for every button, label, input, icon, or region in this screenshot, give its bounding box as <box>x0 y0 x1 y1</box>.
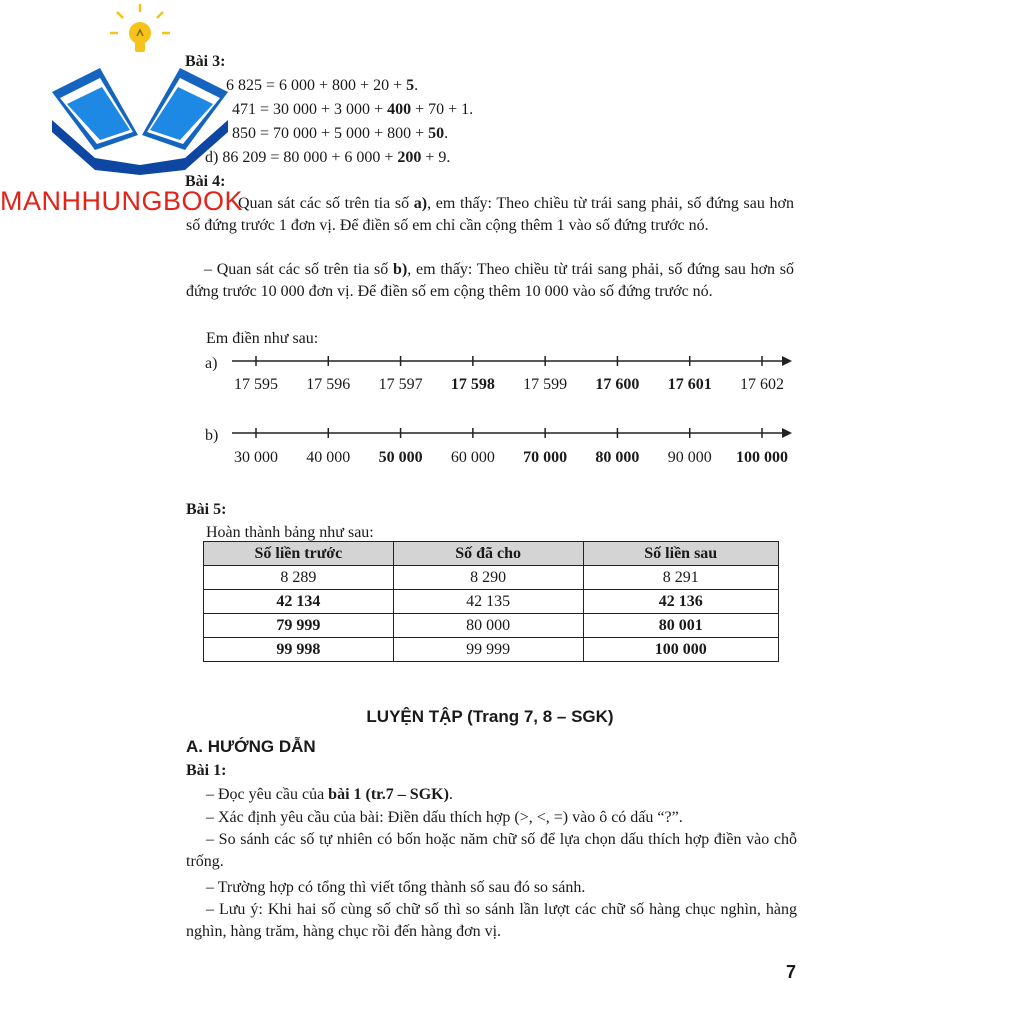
bai1-step-3: – So sánh các số tự nhiên có bốn hoặc năm chữ số để lựa chọn dấu thích hợp điền vào chỗ trống. <box>186 831 797 870</box>
table-row <box>204 566 779 590</box>
bai1-step-2: – Xác định yêu cầu của bài: Điền dấu thích hợp (>, <, =) vào ô có dấu “?”. <box>206 809 683 826</box>
table-header-cell: Số đã cho <box>393 542 583 566</box>
bai5-title: Bài 5: <box>186 501 227 518</box>
line_b-value-label: 60 000 <box>450 449 495 466</box>
table-cell: 80 001 <box>583 614 779 638</box>
table-header-cell: Số liền sau <box>583 542 779 566</box>
line_b-value-label: 40 000 <box>306 449 351 466</box>
number-line-b <box>230 425 795 441</box>
line_a-value-label: 17 602 <box>740 376 784 393</box>
bai5-intro: Hoàn thành bảng như sau: <box>206 524 374 541</box>
table-cell: 99 998 <box>204 638 394 662</box>
bai1-title: Bài 1: <box>186 762 227 779</box>
table-cell: 8 291 <box>583 566 779 590</box>
line_b-value-label: 90 000 <box>667 449 712 466</box>
table-row <box>204 638 779 662</box>
section-subtitle: A. HƯỚNG DẪN <box>186 737 316 756</box>
bai4-intro: Em điền như sau: <box>206 330 319 347</box>
number-line-a <box>230 353 795 369</box>
table-cell: 42 136 <box>583 590 779 614</box>
table-cell: 8 289 <box>204 566 394 590</box>
line_b-value-label: 50 000 <box>378 449 423 466</box>
table-header-row <box>204 542 779 566</box>
table-row <box>204 614 779 638</box>
line_b-value-label: 30 000 <box>234 449 278 466</box>
bai4-paragraph-2: – Quan sát các số trên tia số b), em thấy: Theo chiều từ trái sang phải, số đứng sau hơn số đứng trước 10 000 đơn vị. Để điền số em cộng thêm 10 000 vào số đứng trước nó. <box>186 261 795 300</box>
line_a-value-label: 17 597 <box>378 376 423 393</box>
page-number: 7 <box>786 962 797 982</box>
logo-book-icon <box>40 0 230 175</box>
bai4-paragraph-1: Quan sát các số trên tia số a), em thấy: Theo chiều từ trái sang phải, số đứng sau hơn số đứng trước 1 đơn vị. Để điền số em chỉ cần cộng thêm 1 vào số đứng trước nó. <box>186 195 794 234</box>
line_a-value-label: 17 600 <box>595 376 640 393</box>
table-header-cell: Số liền trước <box>204 542 394 566</box>
bai1-step-4: – Trường hợp có tổng thì viết tổng thành số sau đó so sánh. <box>206 879 586 896</box>
bai3-line-c: 850 = 70 000 + 5 000 + 800 + 50. <box>232 125 449 142</box>
table-cell: 100 000 <box>583 638 779 662</box>
table-cell: 8 290 <box>393 566 583 590</box>
section-title: LUYỆN TẬP (Trang 7, 8 – SGK) <box>366 707 614 726</box>
bai3-line-a: 6 825 = 6 000 + 800 + 20 + 5. <box>226 77 419 94</box>
line_a-value-label: 17 599 <box>523 376 568 393</box>
table-cell: 79 999 <box>204 614 394 638</box>
bai5-table <box>203 541 779 662</box>
line_a-value-label: 17 595 <box>234 376 278 393</box>
line_a-value-label: 17 601 <box>667 376 712 393</box>
table-cell: 99 999 <box>393 638 583 662</box>
line_b-value-label: 80 000 <box>595 449 640 466</box>
line_b-value-label: 70 000 <box>523 449 568 466</box>
brand-watermark: MANHHUNGBOOK <box>0 186 244 216</box>
bai3-title: Bài 3: <box>185 53 226 70</box>
bai1-step-5: – Lưu ý: Khi hai số cùng số chữ số thì so sánh lần lượt các chữ số hàng chục nghìn, hàng nghìn, hàng trăm, hàng chục rồi đến hàng đơn vị. <box>186 901 797 940</box>
table-row <box>204 590 779 614</box>
table-cell: 42 135 <box>393 590 583 614</box>
light-bulb-icon <box>110 4 170 52</box>
table-cell: 42 134 <box>204 590 394 614</box>
bai1-step-1: – Đọc yêu cầu của bài 1 (tr.7 – SGK). <box>206 786 453 803</box>
bai4-title: Bài 4: <box>185 173 226 190</box>
line_b-value-label: 100 000 <box>736 449 788 466</box>
line_a-value-label: 17 596 <box>306 376 351 393</box>
table-cell: 80 000 <box>393 614 583 638</box>
line_a-value-label: 17 598 <box>450 376 495 393</box>
number-line-b-label: b) <box>205 427 219 444</box>
bai3-line-d: d) 86 209 = 80 000 + 6 000 + 200 + 9. <box>205 149 451 166</box>
number-line-a-label: a) <box>205 355 218 372</box>
bai3-line-b: 471 = 30 000 + 3 000 + 400 + 70 + 1. <box>232 101 474 118</box>
